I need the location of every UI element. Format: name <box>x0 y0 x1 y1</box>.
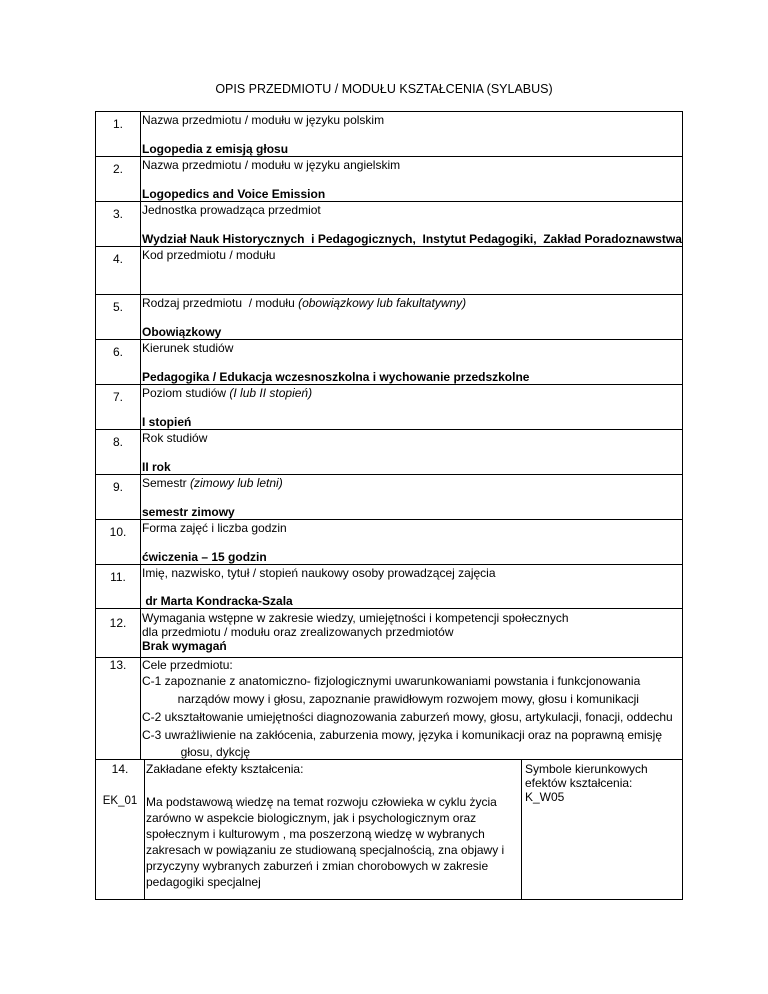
row-1-label-text: Nazwa przedmiotu / modułu w języku polskim <box>142 113 385 127</box>
row-7-label-text: Poziom studiów <box>142 386 230 400</box>
row-7-value: I stopień <box>142 415 192 429</box>
row-5-label <box>142 296 466 310</box>
row-5-number: 5. <box>112 300 123 314</box>
row-7-label <box>142 386 312 400</box>
row-8-number: 8. <box>112 435 123 449</box>
row-2-number: 2. <box>112 162 123 176</box>
row-8-label-text: Rok studiów <box>142 431 208 445</box>
ek-01-line-6: pedagogiki specjalnej <box>146 875 261 889</box>
row-14-number: 14. <box>111 762 129 776</box>
row-1-value: Logopedia z emisją głosu <box>142 142 289 156</box>
row-9-value: semestr zimowy <box>142 505 235 519</box>
row-10-label-text: Forma zajęć i liczba godzin <box>142 521 287 535</box>
row-6-label <box>142 341 233 355</box>
row-8-value: II rok <box>142 460 171 474</box>
row-9-label <box>142 476 283 490</box>
row-14-label: Zakładane efekty kształcenia: <box>146 762 304 776</box>
goal-c1: C-1 zapoznanie z anatomiczno- fizjologicznymi uwarunkowaniami powstania i funkcjonowania <box>142 674 641 688</box>
goal-c2: C-2 ukształtowanie umiejętności diagnozowania zaburzeń mowy, głosu, artykulacji, fonacji, oddechu <box>142 710 673 724</box>
goal-c1-cont: narządów mowy i głosu, zapoznanie prawidłowym rozwojem mowy, głosu i komunikacji <box>161 692 639 706</box>
row-2-label-text: Nazwa przedmiotu / modułu w języku angielskim <box>142 158 401 172</box>
ek-01-code: EK_01 <box>102 795 138 807</box>
row-3-value: Wydział Nauk Historycznych i Pedagogicznych, Instytut Pedagogiki, Zakład Poradoznawstwa <box>142 232 682 246</box>
row-2-label <box>142 158 400 172</box>
row-10-number: 10. <box>109 525 127 539</box>
row-13-number: 13. <box>109 658 127 672</box>
goal-c3: C-3 uwrażliwienie na zakłócenia, zaburzenia mowy, języka i komunikacji oraz na poprawną emisję <box>142 728 663 742</box>
row-12-value: Brak wymagań <box>142 639 227 653</box>
row-11-value: dr Marta Kondracka-Szala <box>142 594 293 608</box>
ek-01-line-1: Ma podstawową wiedzę na temat rozwoju człowieka w cyklu życia <box>146 795 497 809</box>
row-10-value: ćwiczenia – 15 godzin <box>142 550 267 564</box>
row-13-number-cell <box>95 657 141 760</box>
row-1-label <box>142 113 384 127</box>
row-6-value: Pedagogika / Edukacja wczesnoszkolna i wychowanie przedszkolne <box>142 370 530 384</box>
goal-c3-cont: głosu, dykcję <box>164 745 251 759</box>
row-8-content-cell <box>140 429 683 475</box>
row-14-number-cell <box>95 759 145 900</box>
row-10-label <box>142 521 287 535</box>
row-5-value: Obowiązkowy <box>142 325 222 339</box>
row-11-label <box>142 566 496 580</box>
row-9-label-hint: (zimowy lub letni) <box>190 476 283 490</box>
row-11-label-text: Imię, nazwisko, tytuł / stopień naukowy osoby prowadzącej zajęcia <box>142 566 496 580</box>
ek-01-line-2: zarówno w aspekcie biologicznym, jak i psychologicznym oraz <box>146 811 477 825</box>
row-8-label <box>142 431 207 445</box>
row-3-label-text: Jednostka prowadząca przedmiot <box>142 203 321 217</box>
row-6-label-text: Kierunek studiów <box>142 341 234 355</box>
row-11-number: 11. <box>110 570 126 584</box>
row-6-number: 6. <box>112 345 123 359</box>
row-12-label-line1: Wymagania wstępne w zakresie wiedzy, umiejętności i kompetencji społecznych <box>142 611 569 625</box>
row-5-label-hint: (obowiązkowy lub fakultatywny) <box>298 296 467 310</box>
row-12-number: 12. <box>109 616 127 630</box>
row-2-value: Logopedics and Voice Emission <box>142 187 326 201</box>
row-7-number: 7. <box>112 390 123 404</box>
ek-01-line-3: społecznym i kulturowym , ma poszerzoną wiedzę w wybranych <box>146 827 485 841</box>
row-12-label-line2: dla przedmiotu / modułu oraz zrealizowanych przedmiotów <box>142 625 454 639</box>
row-9-number: 9. <box>112 480 123 494</box>
row-3-label <box>142 203 321 217</box>
symbols-header-line-2: efektów kształcenia: <box>525 776 633 790</box>
row-7-label-hint: (I lub II stopień) <box>229 386 313 400</box>
row-3-number: 3. <box>112 207 123 221</box>
page-title: OPIS PRZEDMIOTU / MODUŁU KSZTAŁCENIA (SYLABUS) <box>215 82 553 96</box>
row-9-label-text: Semestr <box>142 476 191 490</box>
row-4-number: 4. <box>112 252 123 266</box>
row-4-label <box>142 248 275 262</box>
ek-01-symbol: K_W05 <box>525 790 565 804</box>
row-5-label-text: Rodzaj przedmiotu / modułu <box>142 296 299 310</box>
symbols-header-line-1: Symbole kierunkowych <box>525 762 648 776</box>
row-13-heading: Cele przedmiotu: <box>142 658 233 672</box>
ek-01-line-4: zakresach w powiązaniu ze studiowaną specjalnością, zna objawy i <box>146 843 505 857</box>
row-1-number: 1. <box>112 117 123 131</box>
row-4-label-text: Kod przedmiotu / modułu <box>142 248 276 262</box>
ek-01-line-5: przyczyny wybranych zaburzeń i zmian chorobowych w zakresie <box>146 859 489 873</box>
